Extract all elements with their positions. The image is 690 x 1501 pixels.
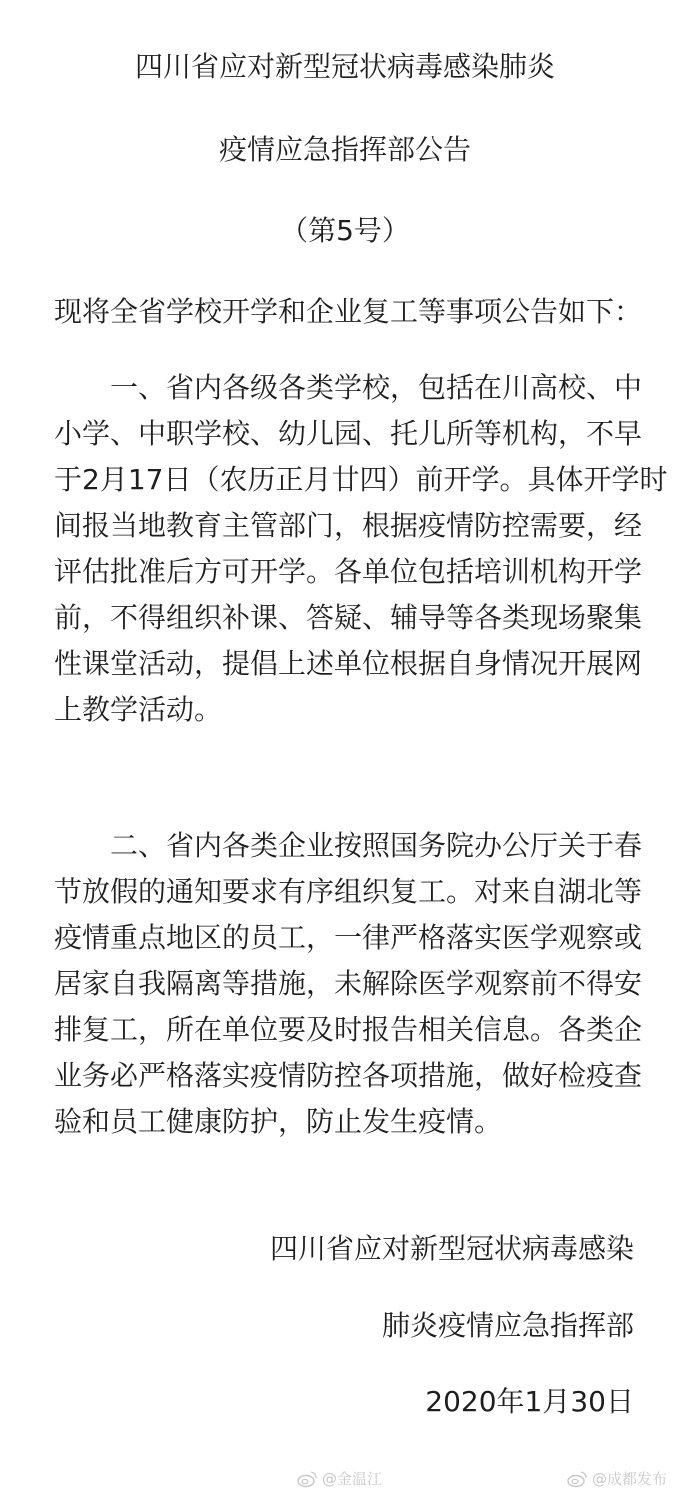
announcement-number: （第5号） (280, 214, 410, 247)
paragraph-line: 疫情重点地区的员工，一律严格落实医学观察或 (54, 921, 643, 954)
paragraph-line: 小学、中职学校、幼儿园、托儿所等机构，不早 (54, 417, 643, 450)
signature-org-line-1: 四川省应对新型冠状病毒感染 (269, 1232, 634, 1265)
paragraph-line: 一、省内各级各类学校，包括在川高校、中 (54, 371, 643, 404)
paragraph-line: 上教学活动。 (54, 693, 223, 726)
paragraph-line: 排复工，所在单位要及时报告相关信息。各类企 (54, 1013, 643, 1046)
paragraph-line: 性课堂活动，提倡上述单位根据自身情况开展网 (54, 647, 643, 680)
paragraph-line: 于2月17日（农历正月廿四）前开学。具体开学时 (54, 463, 668, 496)
paragraph-line: 业务必严格落实疫情防控各项措施，做好检疫查 (54, 1059, 643, 1092)
title-line-1: 四川省应对新型冠状病毒感染肺炎 (134, 50, 555, 83)
signature-date: 2020年1月30日 (425, 1385, 634, 1418)
watermark-right-text: @成都发布 (592, 1470, 668, 1488)
watermark-left-text: @金温江 (322, 1470, 383, 1488)
weibo-icon (566, 1470, 588, 1488)
paragraph-line: 居家自我隔离等措施，未解除医学观察前不得安 (54, 967, 643, 1000)
watermark-right (566, 1468, 667, 1490)
watermark-left (296, 1468, 382, 1490)
paragraph-line: 验和员工健康防护，防止发生疫情。 (54, 1105, 503, 1138)
title-line-2: 疫情应急指挥部公告 (218, 133, 471, 166)
signature-org-line-2: 肺炎疫情应急指挥部 (381, 1309, 634, 1342)
section-one-paragraph (54, 365, 668, 733)
paragraph-line: 节放假的通知要求有序组织复工。对来自湖北等 (54, 875, 643, 908)
paragraph-line: 间报当地教育主管部门，根据疫情防控需要，经 (54, 509, 643, 542)
paragraph-line: 评估批准后方可开学。各单位包括培训机构开学 (54, 555, 643, 588)
section-two-paragraph (54, 823, 654, 1145)
weibo-icon (296, 1470, 318, 1488)
intro-paragraph: 现将全省学校开学和企业复工等事项公告如下： (54, 295, 643, 328)
paragraph-line: 二、省内各类企业按照国务院办公厅关于春 (54, 829, 643, 862)
paragraph-line: 前，不得组织补课、答疑、辅导等各类现场聚集 (54, 601, 643, 634)
